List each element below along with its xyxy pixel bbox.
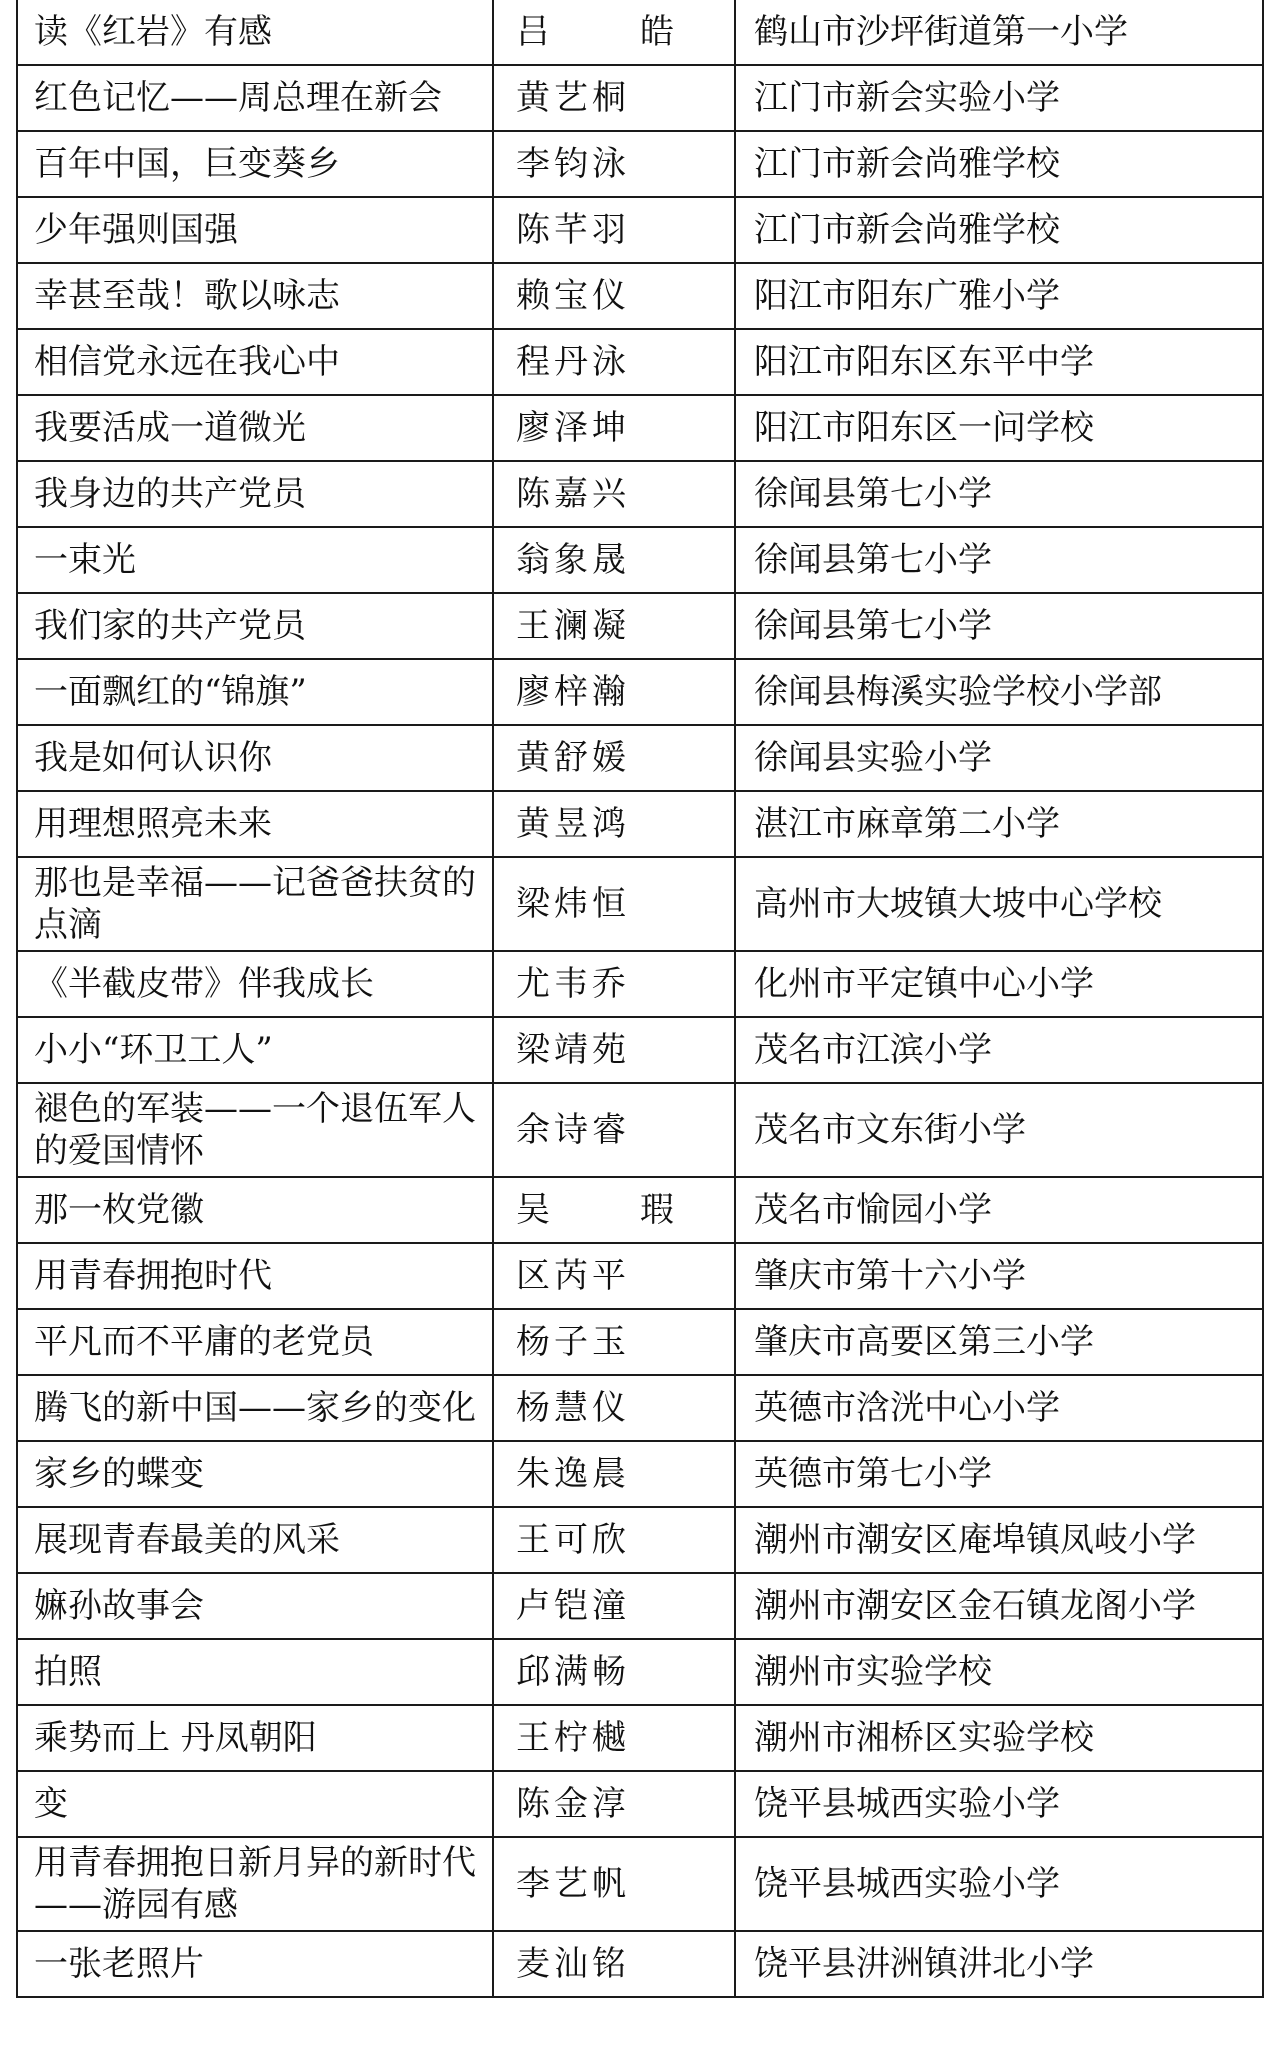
table-row bbox=[17, 659, 1263, 725]
table-row bbox=[17, 791, 1263, 857]
title-cell: 用理想照亮未来 bbox=[17, 791, 493, 857]
school-cell: 阳江市阳东区一问学校 bbox=[735, 395, 1263, 461]
author-cell: 王澜凝 bbox=[493, 593, 735, 659]
title-cell: 百年中国，巨变葵乡 bbox=[17, 131, 493, 197]
author-cell: 李艺帆 bbox=[493, 1837, 735, 1931]
school-cell: 江门市新会尚雅学校 bbox=[735, 197, 1263, 263]
author-cell: 尤韦乔 bbox=[493, 951, 735, 1017]
title-cell: 小小“环卫工人” bbox=[17, 1017, 493, 1083]
school-cell: 高州市大坡镇大坡中心学校 bbox=[735, 857, 1263, 951]
table-row bbox=[17, 65, 1263, 131]
award-list-table-container bbox=[16, 0, 1264, 1998]
school-cell: 化州市平定镇中心小学 bbox=[735, 951, 1263, 1017]
author-cell: 吴 瑕 bbox=[493, 1177, 735, 1243]
author-cell: 梁靖苑 bbox=[493, 1017, 735, 1083]
school-cell: 阳江市阳东广雅小学 bbox=[735, 263, 1263, 329]
author-cell: 黄昱鸿 bbox=[493, 791, 735, 857]
author-cell: 杨慧仪 bbox=[493, 1375, 735, 1441]
school-cell: 徐闻县第七小学 bbox=[735, 527, 1263, 593]
school-cell: 肇庆市第十六小学 bbox=[735, 1243, 1263, 1309]
author-cell: 王柠樾 bbox=[493, 1705, 735, 1771]
author-cell: 朱逸晨 bbox=[493, 1441, 735, 1507]
table-row bbox=[17, 1309, 1263, 1375]
school-cell: 徐闻县实验小学 bbox=[735, 725, 1263, 791]
table-row bbox=[17, 1177, 1263, 1243]
author-cell: 梁炜恒 bbox=[493, 857, 735, 951]
title-cell: 相信党永远在我心中 bbox=[17, 329, 493, 395]
title-cell: 用青春拥抱时代 bbox=[17, 1243, 493, 1309]
school-cell: 江门市新会实验小学 bbox=[735, 65, 1263, 131]
author-cell: 黄舒媛 bbox=[493, 725, 735, 791]
school-cell: 潮州市潮安区庵埠镇凤岐小学 bbox=[735, 1507, 1263, 1573]
title-cell: 那也是幸福——记爸爸扶贫的点滴 bbox=[17, 857, 493, 951]
author-cell: 陈芊羽 bbox=[493, 197, 735, 263]
title-cell: 展现青春最美的风采 bbox=[17, 1507, 493, 1573]
school-cell: 茂名市江滨小学 bbox=[735, 1017, 1263, 1083]
title-cell: 家乡的蝶变 bbox=[17, 1441, 493, 1507]
author-cell: 邱满畅 bbox=[493, 1639, 735, 1705]
table-row bbox=[17, 527, 1263, 593]
school-cell: 江门市新会尚雅学校 bbox=[735, 131, 1263, 197]
table-row bbox=[17, 1705, 1263, 1771]
school-cell: 饶平县城西实验小学 bbox=[735, 1837, 1263, 1931]
title-cell: 平凡而不平庸的老党员 bbox=[17, 1309, 493, 1375]
title-cell: 我身边的共产党员 bbox=[17, 461, 493, 527]
author-cell: 吕 皓 bbox=[493, 0, 735, 65]
title-cell: 我们家的共产党员 bbox=[17, 593, 493, 659]
title-cell: 一面飘红的“锦旗” bbox=[17, 659, 493, 725]
school-cell: 英德市第七小学 bbox=[735, 1441, 1263, 1507]
table-row bbox=[17, 1017, 1263, 1083]
title-cell: 少年强则国强 bbox=[17, 197, 493, 263]
author-cell: 程丹泳 bbox=[493, 329, 735, 395]
school-cell: 茂名市愉园小学 bbox=[735, 1177, 1263, 1243]
title-cell: 拍照 bbox=[17, 1639, 493, 1705]
author-cell: 杨子玉 bbox=[493, 1309, 735, 1375]
author-cell: 黄艺桐 bbox=[493, 65, 735, 131]
table-row bbox=[17, 1931, 1263, 1997]
title-cell: 一束光 bbox=[17, 527, 493, 593]
school-cell: 湛江市麻章第二小学 bbox=[735, 791, 1263, 857]
author-cell: 赖宝仪 bbox=[493, 263, 735, 329]
school-cell: 阳江市阳东区东平中学 bbox=[735, 329, 1263, 395]
table-body bbox=[17, 0, 1263, 1997]
table-row bbox=[17, 461, 1263, 527]
author-cell: 陈嘉兴 bbox=[493, 461, 735, 527]
table-row bbox=[17, 395, 1263, 461]
school-cell: 潮州市实验学校 bbox=[735, 1639, 1263, 1705]
table-row bbox=[17, 329, 1263, 395]
title-cell: 幸甚至哉！歌以咏志 bbox=[17, 263, 493, 329]
author-cell: 李钧泳 bbox=[493, 131, 735, 197]
table-row bbox=[17, 1243, 1263, 1309]
table-row bbox=[17, 1573, 1263, 1639]
author-cell: 余诗睿 bbox=[493, 1083, 735, 1177]
school-cell: 饶平县城西实验小学 bbox=[735, 1771, 1263, 1837]
table-row bbox=[17, 263, 1263, 329]
table-row bbox=[17, 197, 1263, 263]
title-cell: 我是如何认识你 bbox=[17, 725, 493, 791]
table-row bbox=[17, 1083, 1263, 1177]
table-row bbox=[17, 1507, 1263, 1573]
table-row bbox=[17, 0, 1263, 65]
author-cell: 陈金淳 bbox=[493, 1771, 735, 1837]
school-cell: 英德市浛洸中心小学 bbox=[735, 1375, 1263, 1441]
table-row bbox=[17, 1771, 1263, 1837]
title-cell: 嫲孙故事会 bbox=[17, 1573, 493, 1639]
title-cell: 变 bbox=[17, 1771, 493, 1837]
author-cell: 麦汕铭 bbox=[493, 1931, 735, 1997]
school-cell: 肇庆市高要区第三小学 bbox=[735, 1309, 1263, 1375]
title-cell: 读《红岩》有感 bbox=[17, 0, 493, 65]
title-cell: 乘势而上 丹凤朝阳 bbox=[17, 1705, 493, 1771]
title-cell: 红色记忆——周总理在新会 bbox=[17, 65, 493, 131]
table-row bbox=[17, 951, 1263, 1017]
table-row bbox=[17, 1639, 1263, 1705]
title-cell: 我要活成一道微光 bbox=[17, 395, 493, 461]
school-cell: 饶平县汫洲镇汫北小学 bbox=[735, 1931, 1263, 1997]
award-list-table bbox=[16, 0, 1264, 1998]
title-cell: 一张老照片 bbox=[17, 1931, 493, 1997]
table-row bbox=[17, 131, 1263, 197]
author-cell: 王可欣 bbox=[493, 1507, 735, 1573]
table-row bbox=[17, 725, 1263, 791]
school-cell: 徐闻县第七小学 bbox=[735, 461, 1263, 527]
title-cell: 褪色的军装——一个退伍军人的爱国情怀 bbox=[17, 1083, 493, 1177]
school-cell: 潮州市湘桥区实验学校 bbox=[735, 1705, 1263, 1771]
title-cell: 腾飞的新中国——家乡的变化 bbox=[17, 1375, 493, 1441]
school-cell: 茂名市文东街小学 bbox=[735, 1083, 1263, 1177]
author-cell: 廖梓瀚 bbox=[493, 659, 735, 725]
title-cell: 那一枚党徽 bbox=[17, 1177, 493, 1243]
table-row bbox=[17, 1375, 1263, 1441]
title-cell: 用青春拥抱日新月异的新时代——游园有感 bbox=[17, 1837, 493, 1931]
author-cell: 卢铠潼 bbox=[493, 1573, 735, 1639]
author-cell: 廖泽坤 bbox=[493, 395, 735, 461]
author-cell: 区芮平 bbox=[493, 1243, 735, 1309]
school-cell: 徐闻县第七小学 bbox=[735, 593, 1263, 659]
school-cell: 鹤山市沙坪街道第一小学 bbox=[735, 0, 1263, 65]
school-cell: 徐闻县梅溪实验学校小学部 bbox=[735, 659, 1263, 725]
title-cell: 《半截皮带》伴我成长 bbox=[17, 951, 493, 1017]
school-cell: 潮州市潮安区金石镇龙阁小学 bbox=[735, 1573, 1263, 1639]
author-cell: 翁象晟 bbox=[493, 527, 735, 593]
table-row bbox=[17, 593, 1263, 659]
table-row bbox=[17, 1837, 1263, 1931]
table-row bbox=[17, 1441, 1263, 1507]
table-row bbox=[17, 857, 1263, 951]
